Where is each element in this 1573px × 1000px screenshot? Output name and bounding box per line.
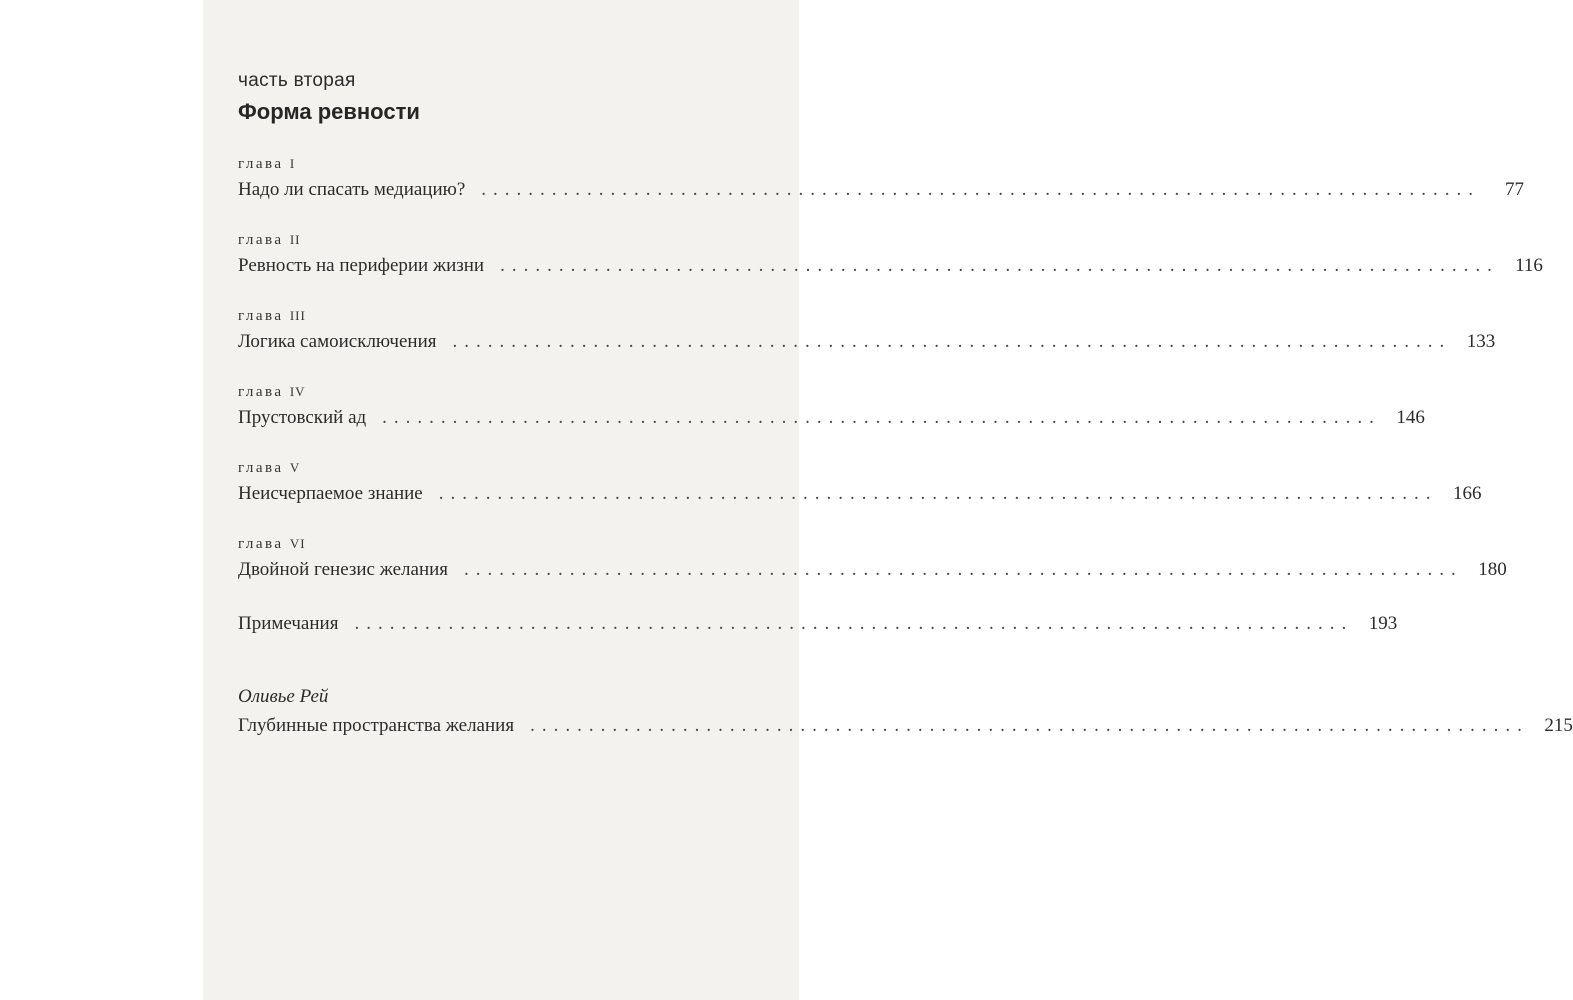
dot-leader: ..................................................................................... bbox=[438, 483, 1438, 504]
toc-row[interactable] bbox=[238, 555, 1507, 585]
author-name: Оливье Рей bbox=[238, 686, 329, 707]
page-number: 180 bbox=[1478, 559, 1507, 580]
page-number: 166 bbox=[1452, 483, 1482, 504]
page-number: 193 bbox=[1368, 613, 1398, 634]
dot-leader: ..................................................................................... bbox=[452, 331, 1452, 352]
toc-row[interactable] bbox=[238, 327, 1496, 357]
chapter-title: Неисчерпаемое знание bbox=[238, 483, 423, 504]
dot-leader: ..................................................................................... bbox=[382, 407, 1381, 428]
dot-leader: ..................................................................................... bbox=[500, 255, 1499, 276]
toc-entry-notes bbox=[238, 609, 1398, 639]
toc-entry-chapter-2 bbox=[238, 229, 1543, 281]
toc-row[interactable] bbox=[238, 251, 1543, 281]
toc-entry-chapter-6 bbox=[238, 533, 1507, 585]
chapter-title: Логика самоисключения bbox=[238, 331, 437, 352]
notes-title: Примечания bbox=[238, 613, 339, 634]
part-label: часть вторая bbox=[238, 70, 356, 91]
toc-row[interactable] bbox=[238, 479, 1482, 509]
toc-entry-chapter-1 bbox=[238, 153, 1525, 205]
toc-entry-chapter-3 bbox=[238, 305, 1496, 357]
chapter-title: Прустовский ад bbox=[238, 407, 367, 428]
chapter-label: глава VI bbox=[238, 536, 306, 552]
toc-row[interactable] bbox=[238, 175, 1525, 205]
toc-row[interactable] bbox=[238, 711, 1573, 741]
dot-leader: ..................................................................................... bbox=[481, 179, 1481, 200]
afterword-title: Глубинные пространства желания bbox=[238, 715, 515, 736]
toc-entry-afterword bbox=[238, 683, 1573, 741]
chapter-title: Надо ли спасать медиацию? bbox=[238, 179, 466, 200]
toc-entry-chapter-5 bbox=[238, 457, 1482, 509]
toc-row[interactable] bbox=[238, 403, 1425, 433]
toc-row[interactable] bbox=[238, 609, 1398, 639]
page-number: 133 bbox=[1466, 331, 1496, 352]
dot-leader: ..................................................................................... bbox=[354, 613, 1354, 634]
table-of-contents bbox=[238, 68, 1573, 765]
dot-leader: ..................................................................................... bbox=[530, 715, 1529, 736]
chapter-label: глава II bbox=[238, 232, 301, 248]
part-title: Форма ревности bbox=[238, 99, 420, 124]
chapter-title: Ревность на периферии жизни bbox=[238, 255, 485, 276]
chapter-label: глава I bbox=[238, 156, 296, 172]
chapter-label: глава III bbox=[238, 308, 306, 324]
chapter-label: глава V bbox=[238, 460, 301, 476]
dot-leader: ..................................................................................... bbox=[464, 559, 1463, 580]
page-number: 215 bbox=[1544, 715, 1573, 736]
chapter-label: глава IV bbox=[238, 384, 306, 400]
chapter-title: Двойной генезис желания bbox=[238, 559, 449, 580]
chapter-list bbox=[238, 153, 1573, 741]
page-number: 77 bbox=[1505, 179, 1525, 200]
page-number: 146 bbox=[1396, 407, 1425, 428]
page-number: 116 bbox=[1515, 255, 1543, 276]
toc-entry-chapter-4 bbox=[238, 381, 1425, 433]
